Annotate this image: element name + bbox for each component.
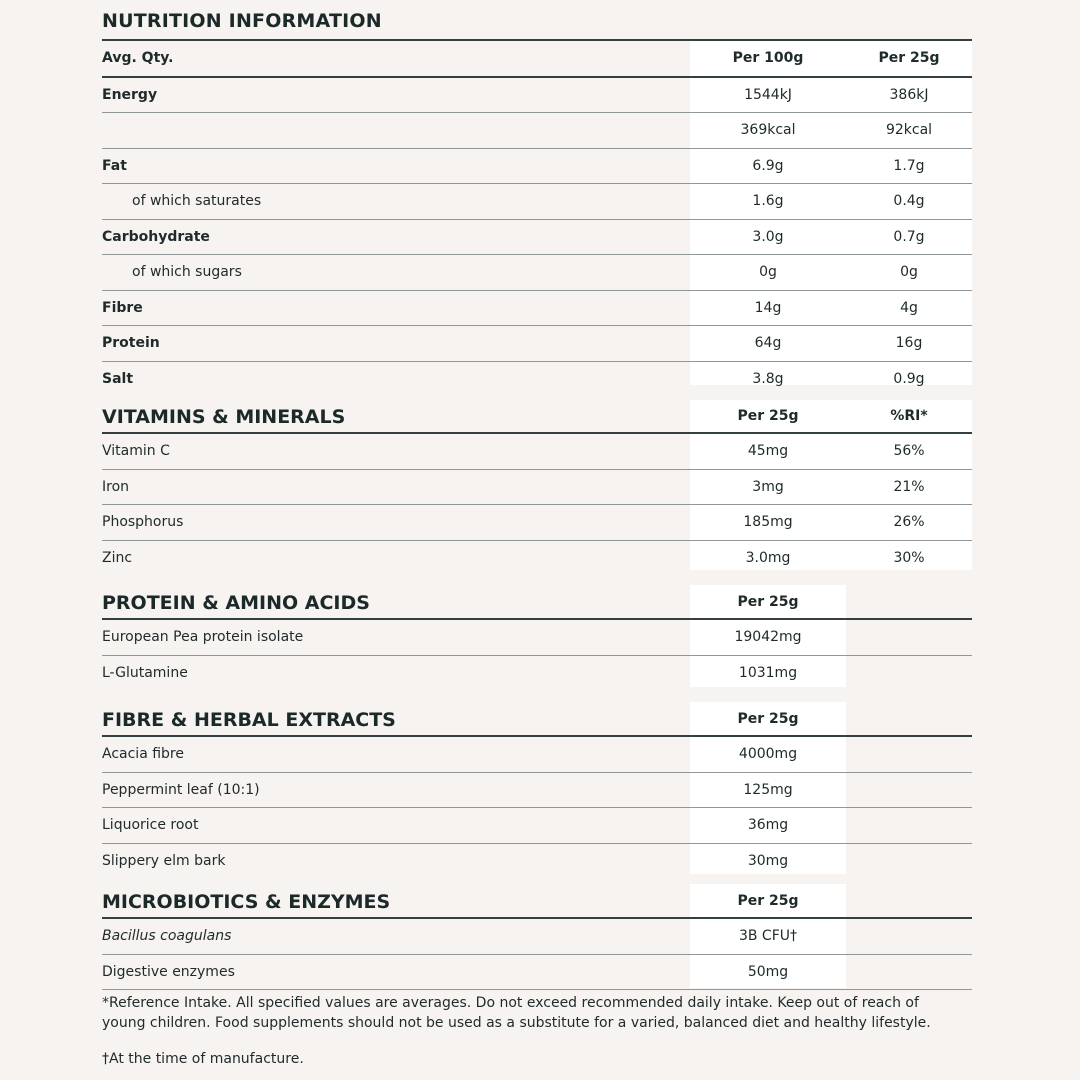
table-row bbox=[102, 656, 972, 691]
ri-header: %RI* bbox=[890, 408, 928, 424]
table-row bbox=[102, 220, 972, 256]
fibre-per-25g-header: Per 25g bbox=[737, 711, 799, 727]
row-label: Salt bbox=[102, 370, 134, 387]
table-row bbox=[102, 326, 972, 362]
nutrition-title: NUTRITION INFORMATION bbox=[102, 10, 382, 32]
row-value: 369kcal bbox=[740, 122, 796, 139]
row-value: 26% bbox=[893, 514, 925, 531]
per-25g-header: Per 25g bbox=[878, 50, 940, 67]
row-label: Zinc bbox=[102, 549, 133, 566]
table-row bbox=[102, 808, 972, 844]
row-value: 0g bbox=[759, 264, 777, 281]
row-value: 3.0g bbox=[752, 228, 784, 245]
table-row bbox=[102, 955, 972, 991]
row-value: 4g bbox=[900, 299, 918, 316]
row-label: Slippery elm bark bbox=[102, 852, 226, 869]
row-label: Energy bbox=[102, 86, 158, 103]
table-row bbox=[102, 255, 972, 291]
row-value: 21% bbox=[893, 478, 925, 495]
row-value: 1.7g bbox=[893, 157, 925, 174]
row-value: 1031mg bbox=[738, 664, 798, 681]
protein-header-row bbox=[102, 586, 972, 620]
vitamins-table bbox=[102, 400, 972, 575]
table-row bbox=[102, 470, 972, 506]
row-value: 386kJ bbox=[889, 86, 929, 103]
row-label: Phosphorus bbox=[102, 514, 184, 531]
table-row bbox=[102, 149, 972, 185]
avg-qty-label: Avg. Qty. bbox=[102, 50, 174, 67]
protein-table bbox=[102, 586, 972, 690]
row-value: 4000mg bbox=[738, 746, 798, 763]
fibre-title: FIBRE & HERBAL EXTRACTS bbox=[102, 709, 396, 731]
row-label: Fibre bbox=[102, 299, 143, 316]
table-row bbox=[102, 113, 972, 149]
vitamins-per-25g-header: Per 25g bbox=[737, 408, 799, 424]
nutrition-table bbox=[102, 39, 972, 396]
row-value: 6.9g bbox=[752, 157, 784, 174]
row-value: 56% bbox=[893, 443, 925, 460]
row-value: 3B CFU† bbox=[738, 928, 798, 945]
row-value: 92kcal bbox=[885, 122, 933, 139]
row-value: 64g bbox=[754, 335, 782, 352]
row-label: Protein bbox=[102, 335, 160, 352]
row-value: 3.8g bbox=[752, 370, 784, 387]
vitamins-title: VITAMINS & MINERALS bbox=[102, 406, 346, 428]
manufacture-footnote: †At the time of manufacture. bbox=[102, 1051, 304, 1067]
protein-per-25g-header: Per 25g bbox=[737, 594, 799, 610]
row-value: 0.9g bbox=[893, 370, 925, 387]
micro-title: MICROBIOTICS & ENZYMES bbox=[102, 891, 391, 913]
table-row bbox=[102, 620, 972, 656]
table-row bbox=[102, 919, 972, 955]
protein-title: PROTEIN & AMINO ACIDS bbox=[102, 592, 370, 614]
row-value: 1544kJ bbox=[744, 86, 792, 103]
row-label: Fat bbox=[102, 157, 127, 174]
fibre-header-row bbox=[102, 703, 972, 737]
table-row bbox=[102, 737, 972, 773]
row-value: 3mg bbox=[752, 478, 784, 495]
row-value: 0.7g bbox=[893, 228, 925, 245]
row-label: Peppermint leaf (10:1) bbox=[102, 781, 260, 798]
table-row bbox=[102, 362, 972, 397]
row-label: Iron bbox=[102, 478, 130, 495]
table-row bbox=[102, 844, 972, 879]
row-value: 3.0mg bbox=[745, 549, 791, 566]
row-label: European Pea protein isolate bbox=[102, 629, 304, 646]
row-value: 16g bbox=[895, 335, 923, 352]
reference-intake-footnote: *Reference Intake. All specified values are averages. Do not exceed recommended daily intake. Keep out of reach of young children. Food supplements should not be used as a substitute for a varied, balanced diet and healthy lifestyle. bbox=[102, 995, 931, 1031]
table-row bbox=[102, 291, 972, 327]
table-row bbox=[102, 773, 972, 809]
table-row bbox=[102, 434, 972, 470]
row-value: 30% bbox=[893, 549, 925, 566]
vitamins-header-row bbox=[102, 400, 972, 434]
row-label: Liquorice root bbox=[102, 817, 199, 834]
row-value: 14g bbox=[754, 299, 782, 316]
row-label bbox=[102, 113, 662, 148]
row-value: 125mg bbox=[743, 781, 793, 798]
micro-header-row bbox=[102, 885, 972, 919]
row-value: 30mg bbox=[747, 852, 789, 869]
row-label: Bacillus coagulans bbox=[102, 928, 232, 945]
row-value: 185mg bbox=[743, 514, 793, 531]
row-label: Vitamin C bbox=[102, 443, 170, 460]
fibre-table bbox=[102, 703, 972, 878]
row-value: 19042mg bbox=[734, 629, 802, 646]
row-label: of which saturates bbox=[132, 193, 262, 210]
nutrition-header-row bbox=[102, 41, 972, 78]
row-label: Digestive enzymes bbox=[102, 963, 235, 980]
row-value: 50mg bbox=[747, 963, 789, 980]
table-row bbox=[102, 184, 972, 220]
row-label: L-Glutamine bbox=[102, 664, 188, 681]
row-value: 45mg bbox=[747, 443, 789, 460]
row-value: 36mg bbox=[747, 817, 789, 834]
row-label: of which sugars bbox=[132, 264, 242, 281]
row-label: Carbohydrate bbox=[102, 228, 210, 245]
row-value: 0g bbox=[900, 264, 918, 281]
table-row bbox=[102, 78, 972, 114]
table-row bbox=[102, 541, 972, 576]
table-row bbox=[102, 505, 972, 541]
per-100g-header: Per 100g bbox=[732, 50, 804, 67]
row-value: 0.4g bbox=[893, 193, 925, 210]
micro-table bbox=[102, 885, 972, 990]
row-value: 1.6g bbox=[752, 193, 784, 210]
micro-per-25g-header: Per 25g bbox=[737, 893, 799, 909]
row-label: Acacia fibre bbox=[102, 746, 184, 763]
